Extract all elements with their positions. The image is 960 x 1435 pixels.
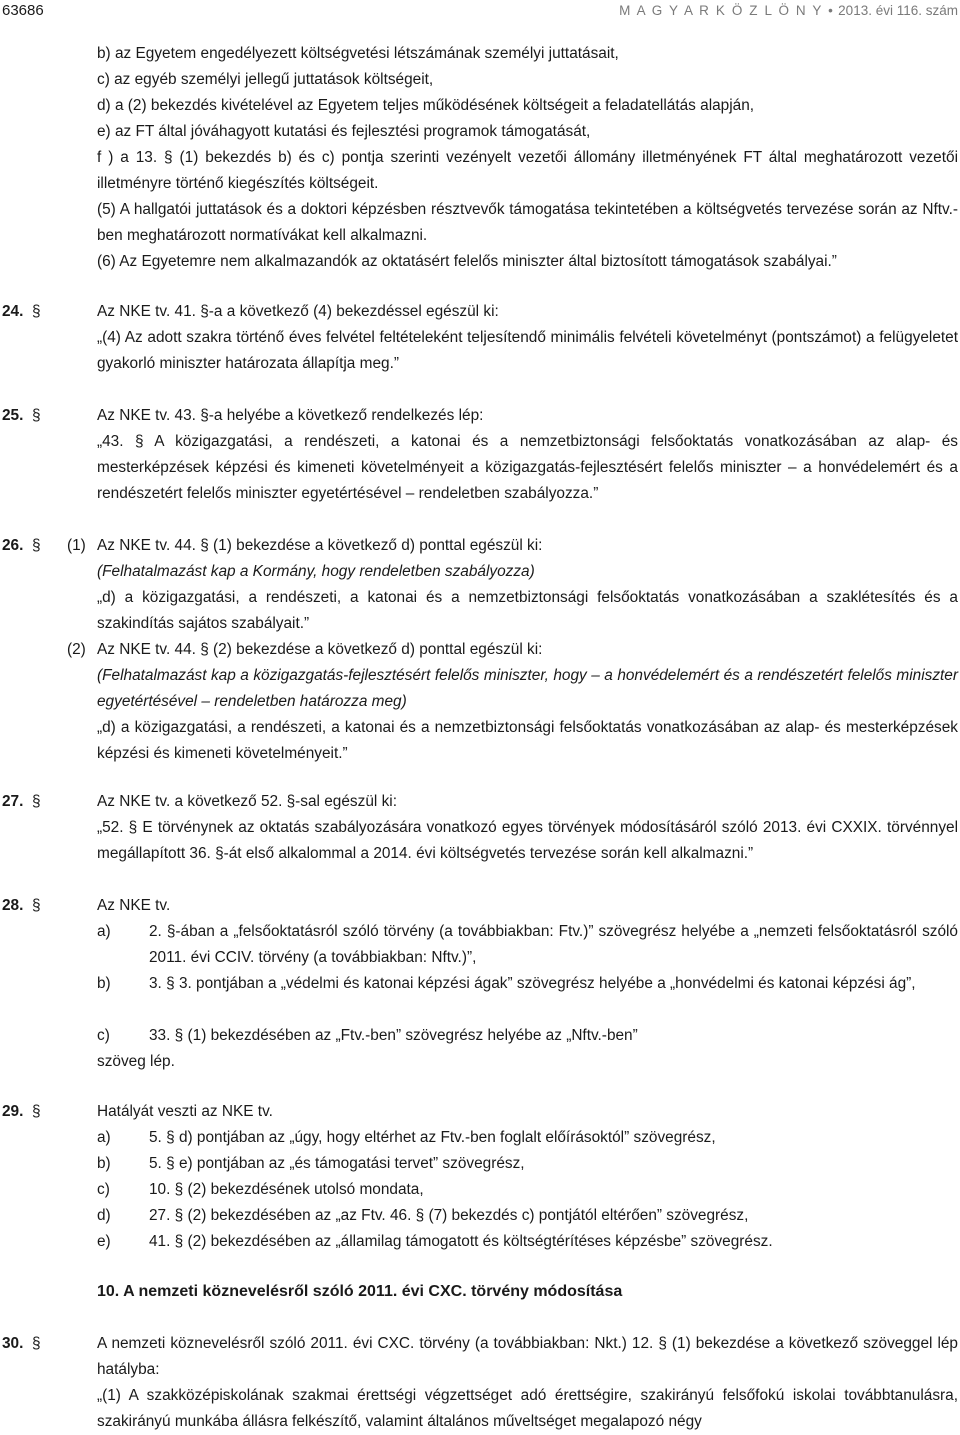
list-item-label: c)	[97, 1027, 110, 1044]
section-sign: §	[32, 793, 41, 810]
intro-line: (5) A hallgatói juttatások és a doktori képzésben résztvevők támogatása tekintetében a költségvetés tervezése során az Nftv.-ben meghatározott normatívákat kell alkalmazni.	[97, 201, 958, 244]
page-number: 63686	[2, 2, 44, 19]
list-item	[97, 1023, 958, 1049]
section-lead: Az NKE tv. 43. §-a helyébe a következő rendelkezés lép:	[97, 407, 484, 424]
section-tail: szöveg lép.	[97, 1053, 175, 1070]
section-quote: „(1) A szakközépiskolának szakmai érettségi végzettséget adó érettségire, szakirányú felsőfokú iskolai továbbtanulásra, szakirányú munkába állásra felkészítő, valamint általános műveltséget megalapozó négy	[97, 1387, 958, 1430]
issue-number: 2013. évi 116. szám	[838, 3, 958, 18]
list-item	[97, 1203, 958, 1229]
list-item	[97, 1151, 958, 1177]
intro-line: (6) Az Egyetemre nem alkalmazandók az oktatásért felelős miniszter által biztosított támogatások szabályai.”	[97, 253, 837, 270]
list-item-text: 41. § (2) bekezdésében az „államilag támogatott és költségtérítéses képzésbe” szövegrész.	[149, 1233, 773, 1250]
list-item-label: b)	[97, 1155, 111, 1172]
list-item-label: c)	[97, 1181, 110, 1198]
section-body	[97, 637, 958, 767]
section-lead: Az NKE tv. a következő 52. §-sal egészül ki:	[97, 793, 397, 810]
section-number: 27.	[2, 793, 24, 810]
section-sign: §	[32, 537, 41, 554]
section-body	[97, 299, 958, 377]
section-number: 26.	[2, 537, 24, 554]
journal-title	[619, 0, 958, 22]
intro-line: f ) a 13. § (1) bekezdés b) és c) pontja szerinti vezényelt vezetői állomány illetményének FT által meghatározott vezetői illetményre történő kiegészítés költségeit.	[97, 149, 958, 192]
paragraph-label: (2)	[67, 641, 86, 658]
section-sign: §	[32, 303, 41, 320]
section-body	[97, 1331, 958, 1435]
section-number: 29.	[2, 1103, 24, 1120]
list-item-label: e)	[97, 1233, 111, 1250]
section-sign: §	[32, 1335, 41, 1352]
list-item-text: 27. § (2) bekezdésében az „az Ftv. 46. § (7) bekezdés c) pontjától eltérően” szövegrész,	[149, 1207, 749, 1224]
list-item	[97, 971, 958, 1023]
section-number: 30.	[2, 1335, 24, 1352]
section-lead: A nemzeti köznevelésről szóló 2011. évi CXC. törvény (a továbbiakban: Nkt.) 12. § (1) bekezdése a következő szöveggel lép hatályba:	[97, 1335, 958, 1378]
section-lead: Hatályát veszti az NKE tv.	[97, 1103, 273, 1120]
chapter-heading-body	[97, 1279, 958, 1305]
list-item	[97, 1125, 958, 1151]
list-item-label: a)	[97, 1129, 111, 1146]
section-quote: „(4) Az adott szakra történő éves felvétel feltételeként teljesítendő minimális felvételi követelményt (pontszámot) a felügyeletet gyakorló miniszter határozata állapítja meg.”	[97, 329, 958, 372]
section-quote: „43. § A közigazgatási, a rendészeti, a katonai és a nemzetbiztonsági felsőoktatás vonatkozásában az alap- és mesterképzések képzési és kimeneti követelményeit a közigazgatás-fejlesztésért felelős miniszter – a honvédelemért és a rendészetért felelős miniszter egyetértésével – rendeletben szabályozza.”	[97, 433, 958, 502]
list-item-text: 10. § (2) bekezdésének utolsó mondata,	[149, 1181, 424, 1198]
list-item-text: 3. § 3. pontjában a „védelmi és katonai képzési ágak” szövegrész helyébe a „honvédelmi és katonai képzési ág”,	[149, 975, 916, 992]
list-item-text: 33. § (1) bekezdésében az „Ftv.-ben” szövegrész helyébe az „Nftv.-ben”	[149, 1027, 638, 1044]
list-item	[97, 1177, 958, 1203]
section-sign: §	[32, 407, 41, 424]
intro-line: b) az Egyetem engedélyezett költségvetési létszámának személyi juttatásait,	[97, 45, 619, 62]
section-body	[97, 403, 958, 507]
paragraph-italic: (Felhatalmazást kap a közigazgatás-fejlesztésért felelős miniszter, hogy – a honvédelemért és a rendészetért felelős miniszter egyetértésével – rendeletben határozza meg)	[97, 667, 958, 710]
list-item-text: 2. §-ában a „felsőoktatásról szóló törvény (a továbbiakban: Ftv.)” szövegrész helyébe a „nemzeti felsőoktatásról szóló 2011. évi CCIV. törvény (a továbbiakban: Nftv.)”,	[149, 923, 958, 966]
section-lead: Az NKE tv. 41. §-a a következő (4) bekezdéssel egészül ki:	[97, 303, 499, 320]
paragraph-italic: (Felhatalmazást kap a Kormány, hogy rendeletben szabályozza)	[97, 563, 535, 580]
section-number: 25.	[2, 407, 24, 424]
paragraph-lead: Az NKE tv. 44. § (1) bekezdése a következő d) ponttal egészül ki:	[97, 537, 543, 554]
intro-line: e) az FT által jóváhagyott kutatási és fejlesztési programok támogatását,	[97, 123, 591, 140]
intro-line: c) az egyéb személyi jellegű juttatások költségeit,	[97, 71, 434, 88]
list-item-text: 5. § e) pontjában az „és támogatási tervet” szövegrész,	[149, 1155, 525, 1172]
list-item-label: a)	[97, 923, 111, 940]
list-item-text: 5. § d) pontjában az „úgy, hogy eltérhet az Ftv.-ben foglalt előírásoktól” szövegrész,	[149, 1129, 716, 1146]
paragraph-quote: „d) a közigazgatási, a rendészeti, a katonai és a nemzetbiztonsági felsőoktatás vonatkozásában az alap- és mesterképzések képzési és kimeneti követelményeit.”	[97, 719, 958, 762]
section-body	[97, 789, 958, 867]
section-body	[97, 893, 958, 1075]
page-header	[0, 0, 960, 24]
list-item-label: d)	[97, 1207, 111, 1224]
section-lead: Az NKE tv.	[97, 897, 171, 914]
section-body	[97, 1099, 958, 1255]
intro-line: d) a (2) bekezdés kivételével az Egyetem teljes működésének költségeit a feladatellátás alapján,	[97, 97, 755, 114]
chapter-title: 10. A nemzeti köznevelésről szóló 2011. évi CXC. törvény módosítása	[97, 1283, 623, 1300]
header-bullet: •	[828, 3, 833, 18]
section-quote: „52. § E törvénynek az oktatás szabályozására vonatkozó egyes törvények módosításáról szóló 2013. évi CXXIX. törvénnyel megállapított 36. §-át első alkalommal a 2014. évi költségvetés tervezése során kell alkalmazni.”	[97, 819, 958, 862]
paragraph-lead: Az NKE tv. 44. § (2) bekezdése a következő d) ponttal egészül ki:	[97, 641, 543, 658]
section-body	[97, 533, 958, 637]
section-sign: §	[32, 1103, 41, 1120]
journal-name: M A G Y A R K Ö Z L Ö N Y	[619, 3, 823, 18]
list-item-label: b)	[97, 975, 111, 992]
intro-text	[97, 41, 958, 275]
section-sign: §	[32, 897, 41, 914]
list-item	[97, 1229, 958, 1255]
paragraph-label: (1)	[67, 537, 86, 554]
section-number: 28.	[2, 897, 24, 914]
list-item	[97, 919, 958, 971]
paragraph-quote: „d) a közigazgatási, a rendészeti, a katonai és a nemzetbiztonsági felsőoktatás vonatkozásában a szaklétesítés és a szakindítás sajátos szabályait.”	[97, 589, 958, 632]
section-number: 24.	[2, 303, 24, 320]
